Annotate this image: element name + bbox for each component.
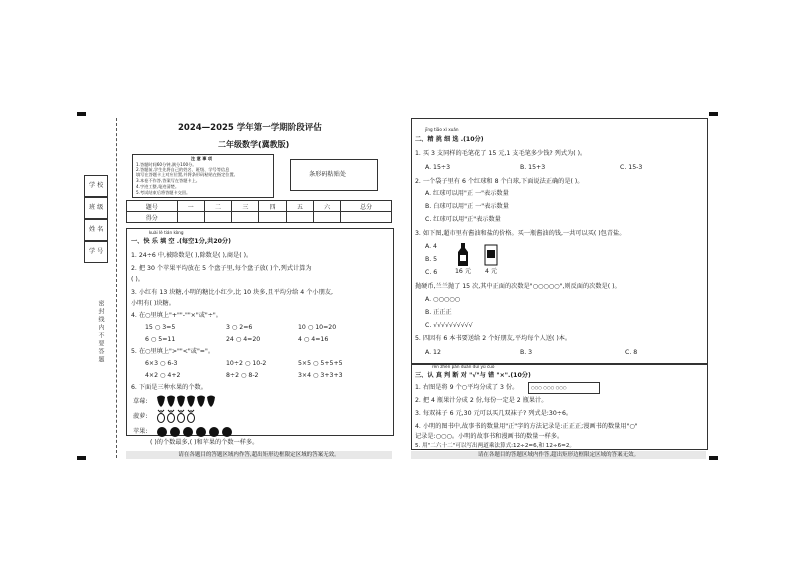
left-footer: 请在各题目的答题区域内作答,超出矩形边框限定区域的答案无效。 bbox=[126, 451, 392, 459]
strawberry-row bbox=[155, 394, 225, 408]
fruit-label-apple: 苹果: bbox=[133, 428, 148, 435]
score-header-cell: 二 bbox=[204, 201, 231, 212]
fill-item[interactable]: 3 ○ 2=6 bbox=[226, 324, 253, 331]
section-one-title: 一、快 乐 填 空 .(每空1分,共20分) bbox=[131, 238, 231, 245]
question-text: 1. 买 3 支同样的毛笔花了 15 元,1 支毛笔多少钱? 列式为( )。 bbox=[415, 150, 587, 157]
apple-icon bbox=[222, 427, 232, 437]
registration-mark bbox=[709, 456, 718, 460]
pineapple-row bbox=[155, 409, 205, 423]
option[interactable]: C. √√√√√√√√√√ bbox=[425, 322, 473, 329]
notes-box bbox=[132, 154, 274, 198]
option[interactable]: C. 15-3 bbox=[620, 164, 643, 171]
fruit-label-pineapple: 菠萝: bbox=[133, 413, 148, 420]
fill-item[interactable]: 4 ○ 4=16 bbox=[298, 336, 329, 343]
sidebar-field-name: 姓 名 bbox=[84, 219, 108, 241]
score-header-cell: 四 bbox=[259, 201, 286, 212]
option[interactable]: B. 5 bbox=[425, 256, 438, 263]
section-three-pinyin: rèn zhēn pàn duàn duì yǔ cuò bbox=[432, 364, 495, 369]
score-cell[interactable] bbox=[314, 212, 341, 223]
option[interactable]: B. 3 bbox=[520, 349, 533, 356]
notes-line: 填写在答题卡上对应位置,并将条形码粘贴在指定位置。 bbox=[136, 172, 238, 177]
question-text: 6. 下面是三种水果的个数。 bbox=[131, 384, 207, 391]
notes-line: 1.答题时间60分钟,满分100分。 bbox=[136, 162, 197, 167]
question-text: 1. 24÷6 中,被除数是( ),除数是( ),商是( )。 bbox=[131, 252, 253, 259]
judge-item: 记录是:○○○。小明的故事书和漫画书的数量一样多。 bbox=[415, 433, 564, 440]
fill-item[interactable]: 24 ○ 4=20 bbox=[226, 336, 261, 343]
option[interactable]: C. 8 bbox=[625, 349, 638, 356]
section-three-title: 三、认 真 判 断 对 "√"与 错 "×".(10分) bbox=[415, 372, 531, 379]
score-cell[interactable] bbox=[341, 212, 392, 223]
fill-item[interactable]: 3×4 ○ 3+3+3 bbox=[298, 372, 343, 379]
judge-item: 4. 小明的图书中,故事书的数量用"正"字的方法记录是:正正正;漫画书的数量用"○" bbox=[415, 423, 638, 430]
score-header-cell: 三 bbox=[232, 201, 259, 212]
notes-line: 3.本卷不作答,答案写在答题卡上。 bbox=[136, 178, 200, 183]
score-cell[interactable] bbox=[232, 212, 259, 223]
score-header-cell: 题号 bbox=[127, 201, 178, 212]
pineapple-icon bbox=[158, 414, 165, 423]
fill-item[interactable]: 15 ○ 3=5 bbox=[145, 324, 176, 331]
question-text: 小明有( )块糖。 bbox=[131, 300, 175, 307]
score-header-cell: 总分 bbox=[341, 201, 392, 212]
sidebar-field-number: 学 号 bbox=[84, 241, 108, 263]
question-text: 抛硬币,兰兰抛了 15 次,其中正面的次数是"○○○○○",则反面的次数是( )。 bbox=[415, 283, 621, 290]
question-text: 3. 如下图,超市里有酱油和盐的价格。买一瓶酱油的钱,一共可以买( )包青盐。 bbox=[415, 230, 626, 237]
strawberry-icon bbox=[157, 396, 165, 408]
pineapple-icon bbox=[178, 414, 185, 423]
strawberry-icon bbox=[187, 396, 195, 408]
salt-bag-icon bbox=[484, 244, 498, 266]
barcode-area: 条形码粘贴处 bbox=[290, 159, 378, 191]
option[interactable]: C. 红球可以用"正"表示数量 bbox=[425, 216, 501, 223]
soy-sauce-bottle-icon bbox=[456, 243, 470, 267]
exam-title: 2024—2025 学年第一学期阶段评估 bbox=[178, 123, 322, 133]
score-cell[interactable] bbox=[177, 212, 204, 223]
fill-item[interactable]: 10÷2 ○ 10-2 bbox=[226, 360, 267, 367]
option[interactable]: C. 6 bbox=[425, 269, 438, 276]
option[interactable]: A. 15÷3 bbox=[425, 164, 451, 171]
strawberry-icon bbox=[167, 396, 175, 408]
question-text: ( )的个数最多,( )和苹果的个数一样多。 bbox=[150, 439, 259, 446]
fill-item[interactable]: 6×3 ○ 6-3 bbox=[145, 360, 178, 367]
judge-item: 5. 用"二六十二"可以写出两道乘法算式:12÷2=6,和 12÷6=2。 bbox=[415, 443, 576, 449]
score-header-cell: 六 bbox=[314, 201, 341, 212]
registration-mark bbox=[77, 456, 86, 460]
circles-figure: ○○○ ○○○ ○○○ bbox=[528, 382, 600, 394]
score-row-label: 得分 bbox=[127, 212, 178, 223]
question-text: 2. 把 30 个苹果平均放在 5 个盘子里,每个盘子放( )个,列式计算为 bbox=[131, 265, 312, 272]
question-text: ( )。 bbox=[131, 276, 144, 283]
strawberry-icon bbox=[177, 396, 185, 408]
score-cell[interactable] bbox=[259, 212, 286, 223]
registration-mark bbox=[709, 112, 718, 116]
apple-icon bbox=[157, 427, 167, 437]
option[interactable]: A. 红球可以用"正 一"表示数量 bbox=[425, 190, 509, 197]
fill-item[interactable]: 8÷2 ○ 8-2 bbox=[226, 372, 259, 379]
judge-item: 1. 右图是将 9 个○平均分成了 3 份。 bbox=[415, 384, 519, 391]
exam-subtitle: 二年级数学(冀教版) bbox=[218, 140, 290, 149]
notes-line: 4.字迹工整,笔迹清楚。 bbox=[136, 184, 180, 189]
score-table bbox=[126, 200, 392, 223]
option[interactable]: A. 4 bbox=[425, 243, 437, 250]
option[interactable]: B. 15+3 bbox=[520, 164, 546, 171]
right-footer: 请在各题目的答题区域内作答,超出矩形边框限定区域的答案无效。 bbox=[411, 451, 706, 459]
sidebar-field-school: 学 校 bbox=[84, 175, 108, 197]
notes-line: 2.答题前,学生先将自己的姓名、班级、学号等信息 bbox=[136, 167, 230, 172]
score-header-cell: 一 bbox=[177, 201, 204, 212]
apple-icon bbox=[170, 427, 180, 437]
score-cell[interactable] bbox=[204, 212, 231, 223]
score-cell[interactable] bbox=[286, 212, 313, 223]
fill-item[interactable]: 10 ○ 10=20 bbox=[298, 324, 337, 331]
apple-icon bbox=[209, 427, 219, 437]
question-text: 4. 在○里填上"+""-""×"或"÷"。 bbox=[131, 312, 222, 319]
judge-item: 2. 把 4 瓶果汁分成 2 份,每份一定是 2 瓶果汁。 bbox=[415, 397, 548, 404]
fill-item[interactable]: 5×5 ○ 5+5+5 bbox=[298, 360, 343, 367]
strawberry-icon bbox=[207, 396, 215, 408]
notes-title: 注 意 事 项 bbox=[191, 156, 213, 161]
option[interactable]: B. 正正正 bbox=[425, 309, 452, 316]
section-one-pinyin: kuài lè tián kòng bbox=[149, 230, 184, 235]
apple-icon bbox=[196, 427, 206, 437]
apple-icon bbox=[183, 427, 193, 437]
option[interactable]: B. 白球可以用"正 一"表示数量 bbox=[425, 203, 509, 210]
score-header-cell: 五 bbox=[286, 201, 313, 212]
binding-margin bbox=[84, 175, 108, 265]
question-text: 5. 在○里填上">""<"或"="。 bbox=[131, 348, 215, 355]
sidebar-field-class: 班 级 bbox=[84, 197, 108, 219]
section-two-title: 二、精 挑 细 选 .(10分) bbox=[415, 136, 484, 143]
fruit-label-strawberry: 草莓: bbox=[133, 398, 148, 405]
option[interactable]: A. ○○○○○ bbox=[425, 296, 461, 303]
pineapple-icon bbox=[188, 414, 195, 423]
section-two-pinyin: jīng tiāo xì xuǎn bbox=[425, 127, 459, 132]
pineapple-icon bbox=[168, 414, 175, 423]
question-text: 3. 小红有 13 块糖,小明的糖比小红少,比 10 块多,且平均分给 4 个小朋友, bbox=[131, 289, 333, 296]
notes-line: 5.考试结束后将答题卡交回。 bbox=[136, 190, 191, 195]
seal-line bbox=[116, 118, 117, 458]
judge-item: 3. 每双袜子 6 元,30 元可以买几双袜子? 列式是:30÷6。 bbox=[415, 410, 573, 417]
fill-item[interactable]: 6 ○ 5=11 bbox=[145, 336, 176, 343]
question-text: 5. 四因有 6 本书要送给 2 个好朋友,平均每个人送( )本。 bbox=[415, 335, 572, 342]
fill-item[interactable]: 4×2 ○ 4+2 bbox=[145, 372, 181, 379]
question-text: 2. 一个袋子里有 6 个红球和 8 个白球,下面说法正确的是( )。 bbox=[415, 178, 584, 185]
seal-line-text: 密封线内不要答题 bbox=[97, 300, 104, 364]
option[interactable]: A. 12 bbox=[425, 349, 441, 356]
apple-row bbox=[155, 424, 245, 438]
price-label: 16 元 bbox=[455, 268, 472, 275]
strawberry-icon bbox=[197, 396, 205, 408]
price-label: 4 元 bbox=[485, 268, 498, 275]
registration-mark bbox=[77, 112, 86, 116]
